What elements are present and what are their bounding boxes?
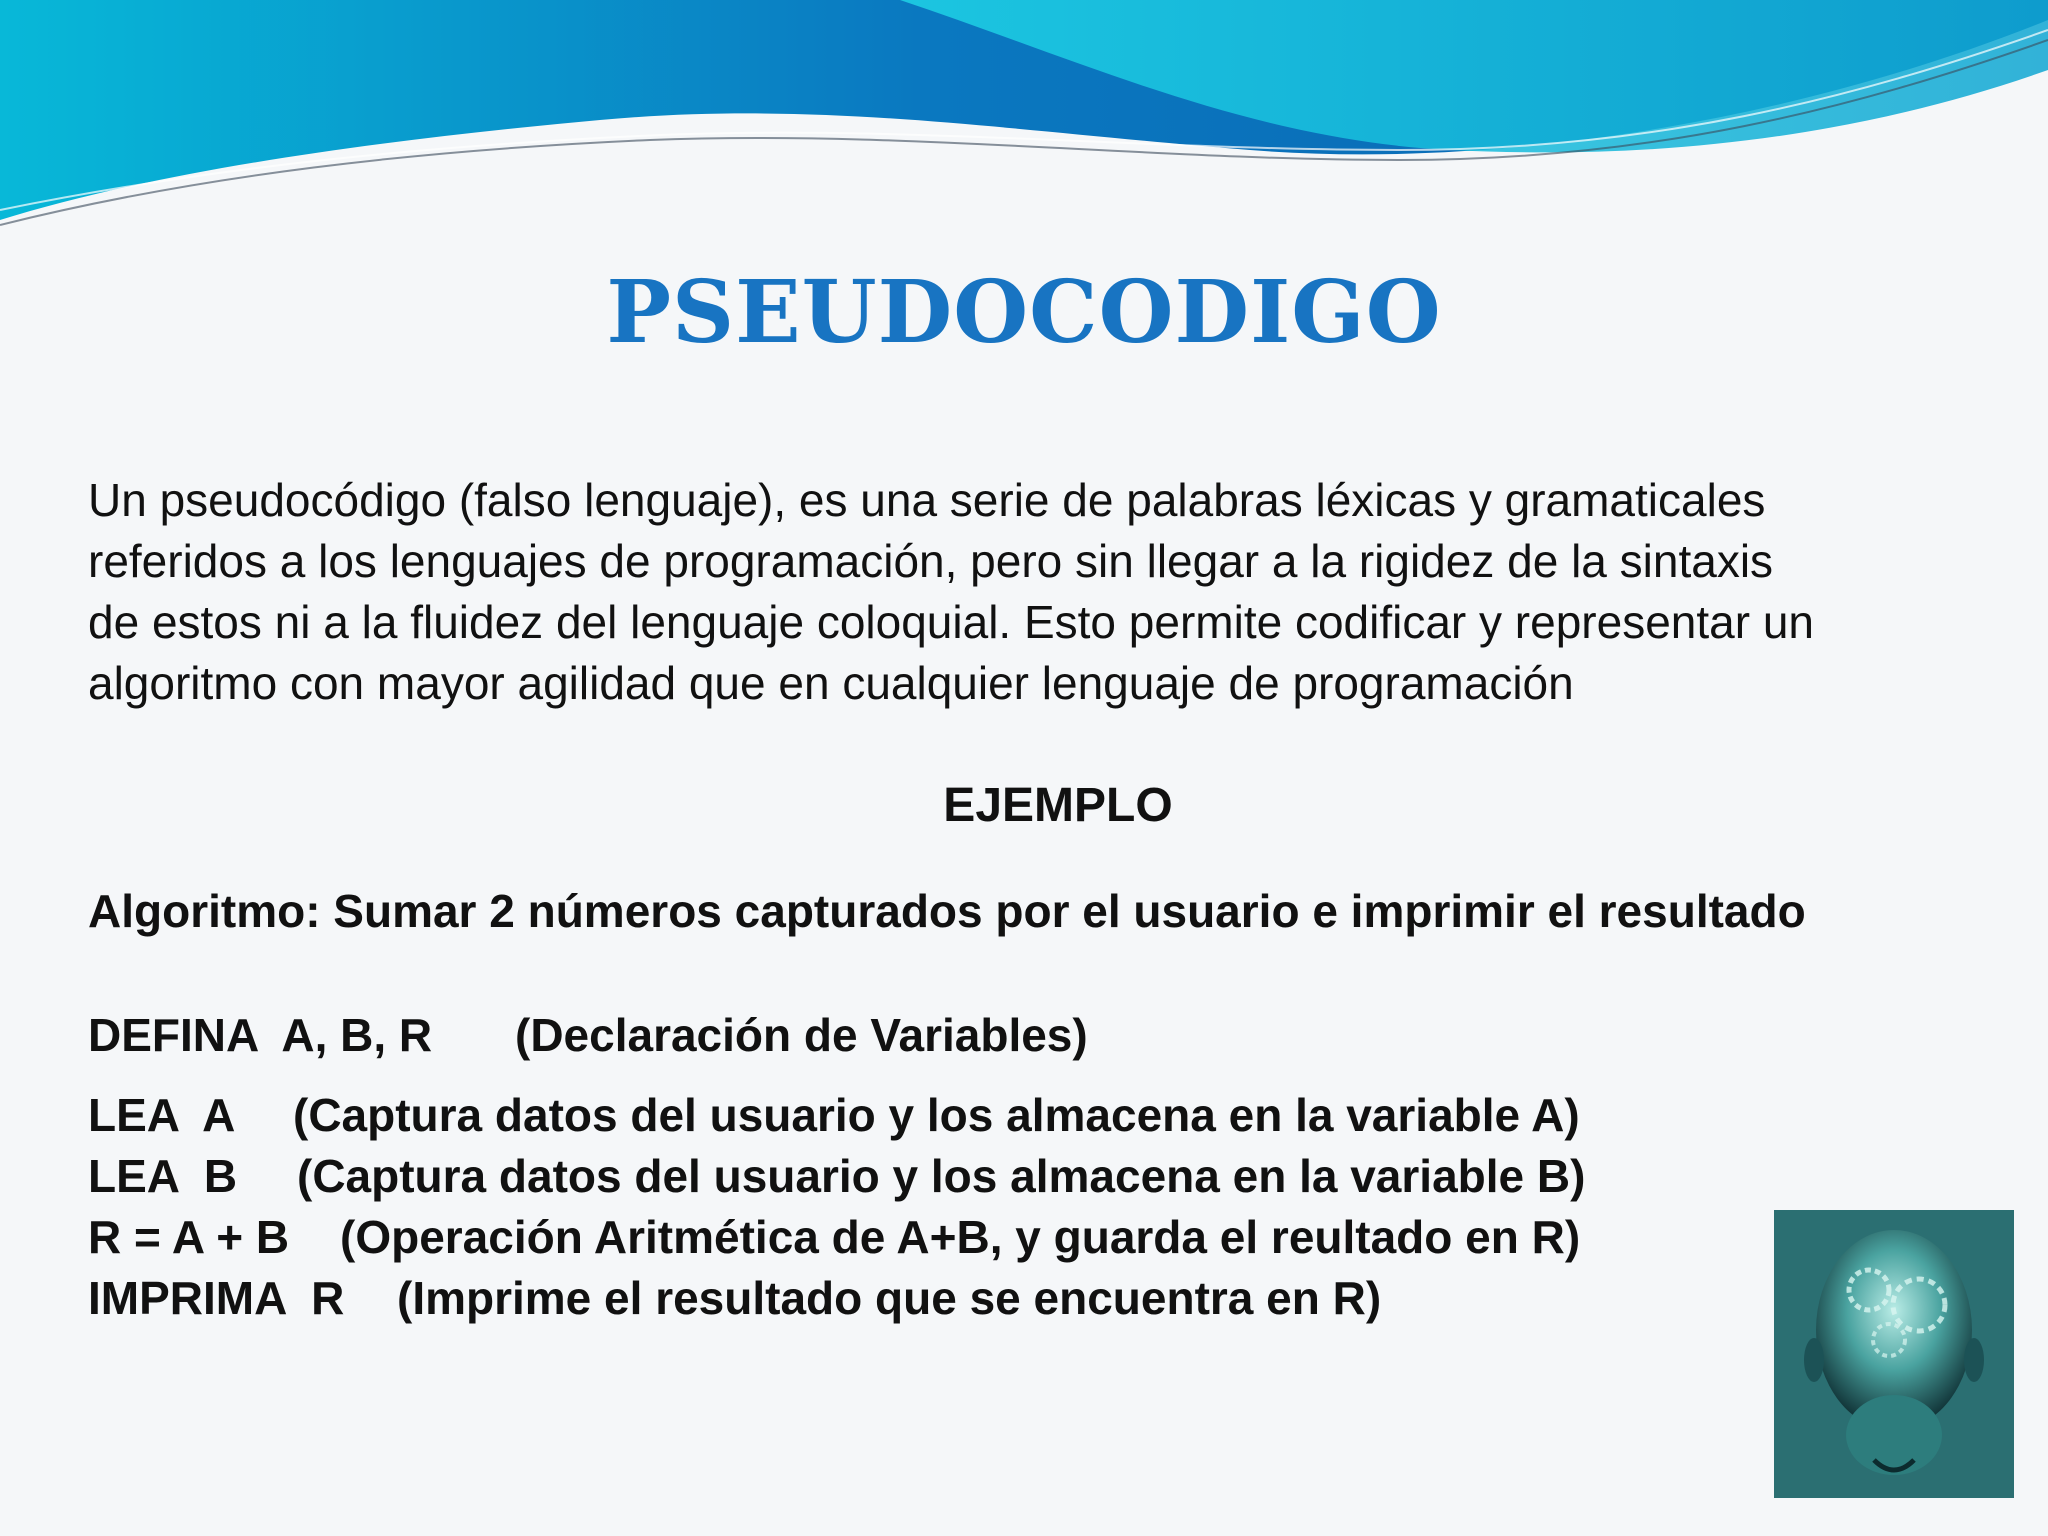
code-comment: (Imprime el resultado que se encuentra en R) bbox=[397, 1272, 1382, 1324]
intro-line: algoritmo con mayor agilidad que en cualquier lenguaje de programación bbox=[88, 657, 1574, 709]
algorithm-description: Algoritmo: Sumar 2 números capturados por el usuario e imprimir el resultado bbox=[88, 885, 1806, 937]
code-comment: (Operación Aritmética de A+B, y guarda el reultado en R) bbox=[340, 1211, 1581, 1263]
header-wave-decoration bbox=[0, 0, 2048, 240]
intro-line: de estos ni a la fluidez del lenguaje coloquial. Esto permite codificar y representar un bbox=[88, 596, 1814, 648]
example-heading: EJEMPLO bbox=[943, 779, 1173, 832]
code-statement: R = A + B bbox=[88, 1211, 290, 1263]
code-line-read-b bbox=[88, 1149, 1585, 1203]
intro-line: referidos a los lenguajes de programación, pero sin llegar a la rigidez de la sintaxis bbox=[88, 535, 1774, 587]
code-statement: LEA A bbox=[88, 1089, 236, 1141]
code-comment: (Captura datos del usuario y los almacena en la variable B) bbox=[297, 1150, 1586, 1202]
code-line-define bbox=[88, 1008, 1088, 1062]
gear-head-icon bbox=[1774, 1210, 2014, 1498]
code-line-read-a bbox=[88, 1088, 1580, 1142]
code-line-print bbox=[88, 1271, 1381, 1325]
intro-paragraph bbox=[88, 470, 2018, 714]
code-statement: LEA B bbox=[88, 1150, 238, 1202]
code-line-sum bbox=[88, 1210, 1580, 1264]
code-comment: (Captura datos del usuario y los almacena en la variable A) bbox=[293, 1089, 1580, 1141]
code-statement: IMPRIMA R bbox=[88, 1272, 345, 1324]
slide-title: PSEUDOCODIGO bbox=[606, 262, 1442, 363]
code-comment: (Declaración de Variables) bbox=[515, 1009, 1088, 1061]
intro-line: Un pseudocódigo (falso lenguaje), es una serie de palabras léxicas y gramaticales bbox=[88, 474, 1766, 526]
code-statement: DEFINA A, B, R bbox=[88, 1009, 433, 1061]
